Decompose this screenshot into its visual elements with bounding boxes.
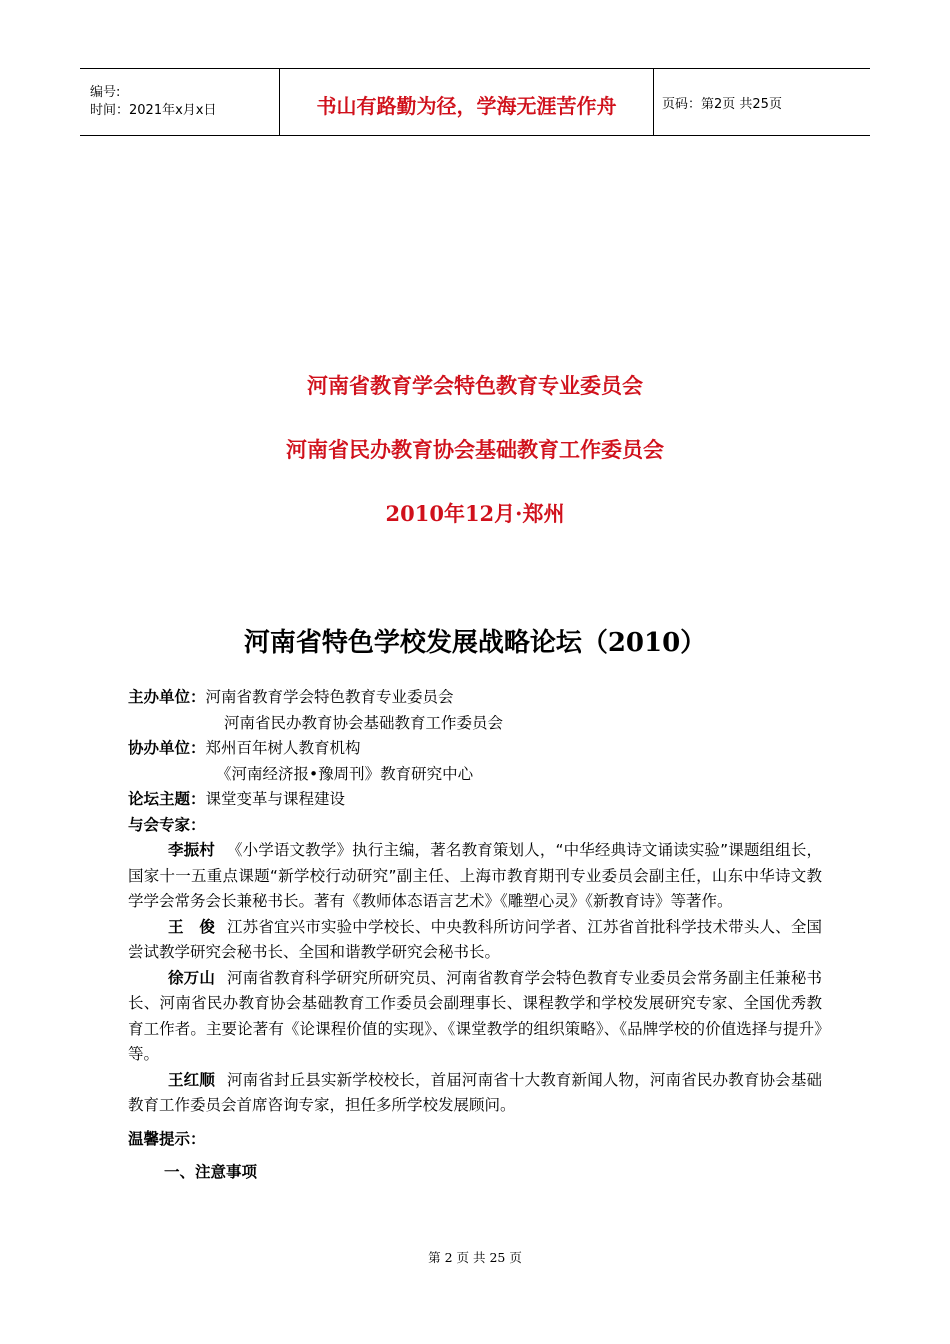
tips-label: 温馨提示： [128, 1129, 206, 1148]
expert-paragraph [128, 838, 822, 915]
page-header [80, 68, 870, 136]
forum-title: 河南省特色学校发展战略论坛（2010） [243, 628, 707, 658]
theme: 课堂变革与课程建设 [205, 790, 346, 808]
host-label: 主办单位： [128, 688, 206, 706]
host-row [128, 685, 822, 711]
experts-label: 与会专家： [128, 815, 206, 834]
expert-bio: 江苏省宜兴市实验中学校长、中央教科所访问学者、江苏省首批科学技术带头人、全国尝试教学研究会秘书长、全国和谐教学研究会秘书长。 [128, 917, 822, 961]
expert-paragraph [128, 915, 822, 966]
expert-bio: 河南省封丘县实新学校校长，首届河南省十大教育新闻人物，河南省民办教育协会基础教育工作委员会首席咨询专家，担任多所学校发展顾问。 [128, 1070, 822, 1114]
forum-info [128, 685, 822, 1186]
number-label: 编号: [90, 85, 121, 100]
co-label: 协办单位： [128, 739, 206, 757]
organizer-date: 2010年12月·郑州 [385, 501, 565, 526]
expert-bio: 河南省教育科学研究所研究员、河南省教育学会特色教育专业委员会常务副主任兼秘书长、河南省民办教育协会基础教育工作委员会副理事长、课程教学和学校发展研究专家、全国优秀教育工作者。主要论著有《论课程价值的实现》、《课堂教学的组织策略》、《品牌学校的价值选择与提升》等。 [128, 968, 822, 1063]
co-row [128, 736, 822, 762]
host-2: 河南省民办教育协会基础教育工作委员会 [224, 713, 504, 732]
expert-paragraph [128, 966, 822, 1068]
expert-bio: 《小学语文教学》执行主编，著名教育策划人，“中华经典诗文诵读实验”课题组组长，国家十一五重点课题“新学校行动研究”副主任、上海市教育期刊专业委员会副主任，山东中华诗文教学学会常务会长兼秘书长。著有《教师体态语言艺术》《雕塑心灵》《新教育诗》等著作。 [128, 841, 822, 910]
header-page-label: 页码：第2页 共25页 [662, 96, 782, 112]
expert-paragraph [128, 1068, 822, 1119]
expert-name: 王红顺 [168, 1070, 215, 1089]
theme-label: 论坛主题： [128, 790, 206, 808]
organizer-line-1: 河南省教育学会特色教育专业委员会 [307, 373, 643, 398]
time-label: 时间：2021年x月x日 [90, 103, 217, 118]
co-2: 《河南经济报•豫周刊》教育研究中心 [216, 764, 474, 783]
header-motto: 书山有路勤为径，学海无涯苦作舟 [280, 69, 654, 135]
theme-row [128, 787, 822, 813]
expert-name: 徐万山 [168, 968, 215, 987]
header-left [80, 69, 280, 135]
organizer-line-2: 河南省民办教育协会基础教育工作委员会 [286, 437, 664, 462]
section-1-heading: 一、注意事项 [164, 1163, 258, 1181]
host-1: 河南省教育学会特色教育专业委员会 [205, 688, 454, 706]
expert-name: 王 俊 [168, 917, 215, 936]
page-footer: 第 2 页 共 25 页 [428, 1250, 522, 1265]
expert-name: 李振村 [168, 841, 215, 859]
co-1: 郑州百年树人教育机构 [205, 739, 361, 757]
